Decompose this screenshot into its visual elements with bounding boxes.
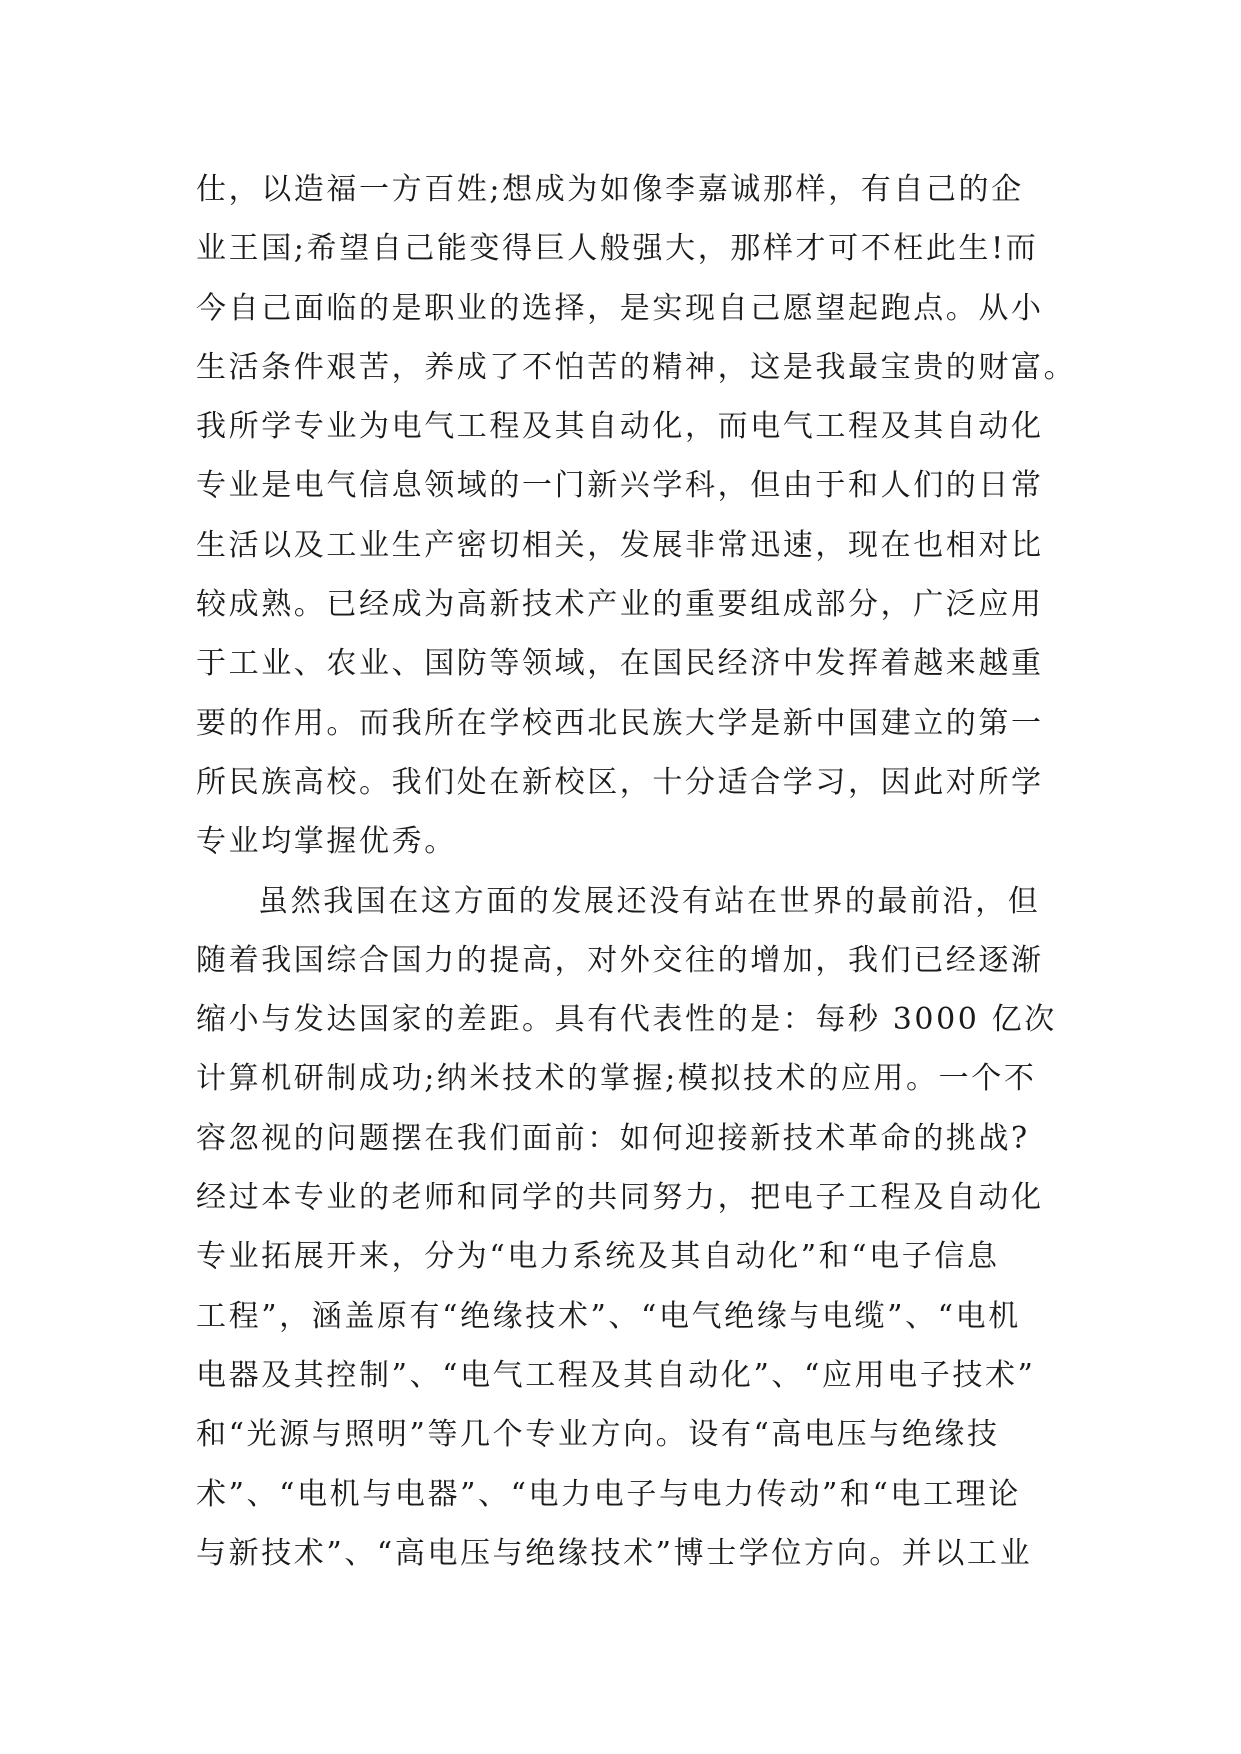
text-line: 缩小与发达国家的差距。具有代表性的是：每秒 3000 亿次 <box>196 1002 1057 1038</box>
text-line: 容忽视的问题摆在我们面前：如何迎接新技术革命的挑战? <box>196 1120 1030 1156</box>
text-line: 术”、“电机与电器”、“电力电子与电力传动”和“电工理论 <box>196 1476 1021 1512</box>
text-line: 专业拓展开来，分为“电力系统及其自动化”和“电子信息 <box>196 1239 1000 1275</box>
text-line: 我所学专业为电气工程及其自动化，而电气工程及其自动化 <box>196 409 1044 445</box>
text-line: 生活以及工业生产密切相关，发展非常迅速，现在也相对比 <box>196 527 1044 563</box>
text-line: 今自己面临的是职业的选择，是实现自己愿望起跑点。从小 <box>196 290 1044 326</box>
text-line: 工程”，涵盖原有“绝缘技术”、“电气绝缘与电缆”、“电机 <box>196 1298 1021 1334</box>
text-line: 经过本专业的老师和同学的共同努力，把电子工程及自动化 <box>196 1180 1044 1216</box>
text-line: 专业是电气信息领域的一门新兴学科，但由于和人们的日常 <box>196 468 1044 504</box>
text-line: 生活条件艰苦，养成了不怕苦的精神，这是我最宝贵的财富。 <box>196 349 1077 385</box>
text-line: 所民族高校。我们处在新校区，十分适合学习，因此对所学 <box>196 764 1044 800</box>
text-line: 于工业、农业、国防等领域，在国民经济中发挥着越来越重 <box>196 646 1044 682</box>
text-line: 较成熟。已经成为高新技术产业的重要组成部分，广泛应用 <box>196 587 1044 623</box>
body-text <box>196 160 1077 1583</box>
text-line: 业王国;希望自己能变得巨人般强大，那样才可不枉此生!而 <box>196 231 1039 267</box>
text-line: 随着我国综合国力的提高，对外交往的增加，我们已经逐渐 <box>196 942 1044 978</box>
text-line: 要的作用。而我所在学校西北民族大学是新中国建立的第一 <box>196 705 1044 741</box>
text-line: 计算机研制成功;纳米技术的掌握;模拟技术的应用。一个不 <box>196 1061 1037 1097</box>
text-line: 仕，以造福一方百姓;想成为如像李嘉诚那样，有自己的企 <box>196 172 1024 207</box>
text-line: 和“光源与照明”等几个专业方向。设有“高电压与绝缘技 <box>196 1417 1000 1453</box>
text-line: 专业均掌握优秀。 <box>196 824 457 860</box>
paragraph-first-line: 虽然我国在这方面的发展还没有站在世界的最前沿，但 <box>258 883 1041 919</box>
text-line: 电器及其控制”、“电气工程及其自动化”、“应用电子技术” <box>196 1357 1036 1393</box>
text-line: 与新技术”、“高电压与绝缘技术”博士学位方向。并以工业 <box>196 1535 1033 1571</box>
